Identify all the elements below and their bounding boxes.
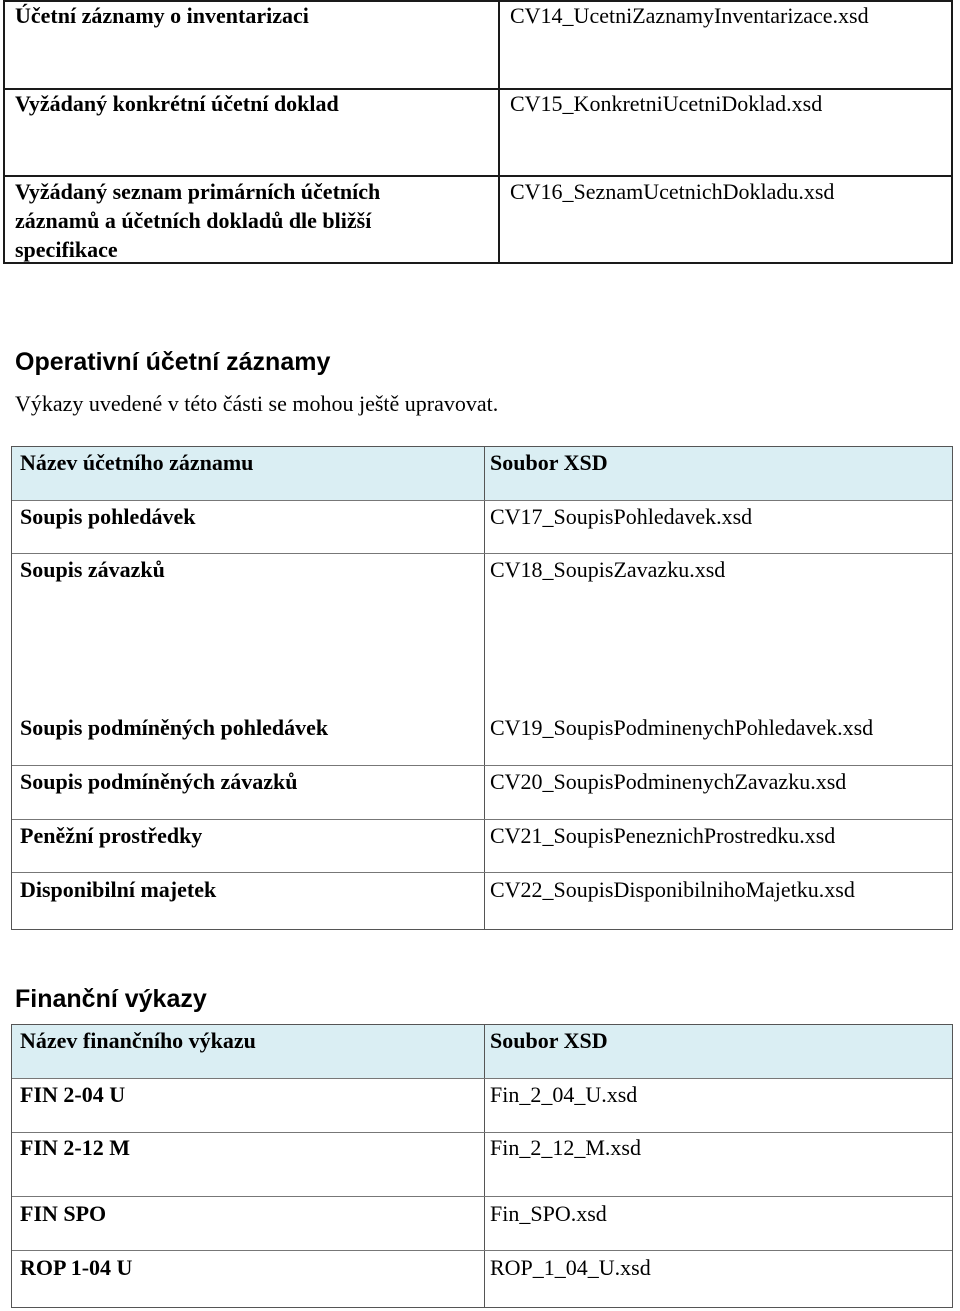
table-row-name: Soupis pohledávek xyxy=(20,504,196,529)
table-row-file: CV15_KonkretniUcetniDoklad.xsd xyxy=(510,91,823,116)
table-divider xyxy=(12,872,952,873)
table-row-file: Fin_2_04_U.xsd xyxy=(490,1082,638,1107)
table-row-file: ROP_1_04_U.xsd xyxy=(490,1255,651,1280)
column-header-file: Soubor XSD xyxy=(490,450,608,475)
table-divider xyxy=(12,1078,952,1079)
table-divider xyxy=(484,446,485,930)
table-row-name-line: specifikace xyxy=(15,237,118,262)
table-divider xyxy=(12,765,952,766)
table-divider xyxy=(12,553,952,554)
column-header-file: Soubor XSD xyxy=(490,1028,608,1053)
table-row-name-line: záznamů a účetních dokladů dle bližší xyxy=(15,208,372,233)
table-divider xyxy=(12,1250,952,1251)
column-header-name: Název účetního záznamu xyxy=(20,450,254,475)
table-row-file: CV18_SoupisZavazku.xsd xyxy=(490,557,726,582)
section-note: Výkazy uvedené v této části se mohou ještě upravovat. xyxy=(15,391,499,416)
table-row-file: CV22_SoupisDisponibilnihoMajetku.xsd xyxy=(490,877,855,902)
table-row-name: Soupis závazků xyxy=(20,557,165,582)
table-row-name: FIN 2-04 U xyxy=(20,1082,126,1107)
table-row-name: Disponibilní majetek xyxy=(20,877,217,902)
table-row-file: CV21_SoupisPeneznichProstredku.xsd xyxy=(490,823,836,848)
table-divider xyxy=(12,1196,952,1197)
table-row-file: Fin_SPO.xsd xyxy=(490,1201,607,1226)
column-header-name: Název finančního výkazu xyxy=(20,1028,256,1053)
table-divider xyxy=(12,819,952,820)
table-row-name: FIN SPO xyxy=(20,1201,107,1226)
table-row-name: Vyžádaný konkrétní účetní doklad xyxy=(15,91,339,116)
table-row-name: Soupis podmíněných závazků xyxy=(20,769,298,794)
table-divider xyxy=(12,1132,952,1133)
financial-reports-table xyxy=(11,1024,953,1308)
table-divider xyxy=(12,500,952,501)
table-divider xyxy=(3,175,953,177)
table-row-file: Fin_2_12_M.xsd xyxy=(490,1135,641,1160)
table-row-file: CV14_UcetniZaznamyInventarizace.xsd xyxy=(510,3,869,28)
table-row-name: Účetní záznamy o inventarizaci xyxy=(15,3,309,28)
section-title: Finanční výkazy xyxy=(15,985,207,1013)
table-row-file: CV16_SeznamUcetnichDokladu.xsd xyxy=(510,179,835,204)
table-row-name: Soupis podmíněných pohledávek xyxy=(20,715,329,740)
table-divider xyxy=(484,1024,485,1308)
table-row-file: CV17_SoupisPohledavek.xsd xyxy=(490,504,753,529)
table-row-name-line: Vyžádaný seznam primárních účetních xyxy=(15,179,381,204)
table-row-name: Peněžní prostředky xyxy=(20,823,203,848)
table-divider xyxy=(498,0,500,264)
table-row-name: ROP 1-04 U xyxy=(20,1255,133,1280)
section-title: Operativní účetní záznamy xyxy=(15,348,331,376)
table-row-file: CV19_SoupisPodminenychPohledavek.xsd xyxy=(490,715,874,740)
table-row-name: FIN 2-12 M xyxy=(20,1135,130,1160)
table-row-file: CV20_SoupisPodminenychZavazku.xsd xyxy=(490,769,847,794)
